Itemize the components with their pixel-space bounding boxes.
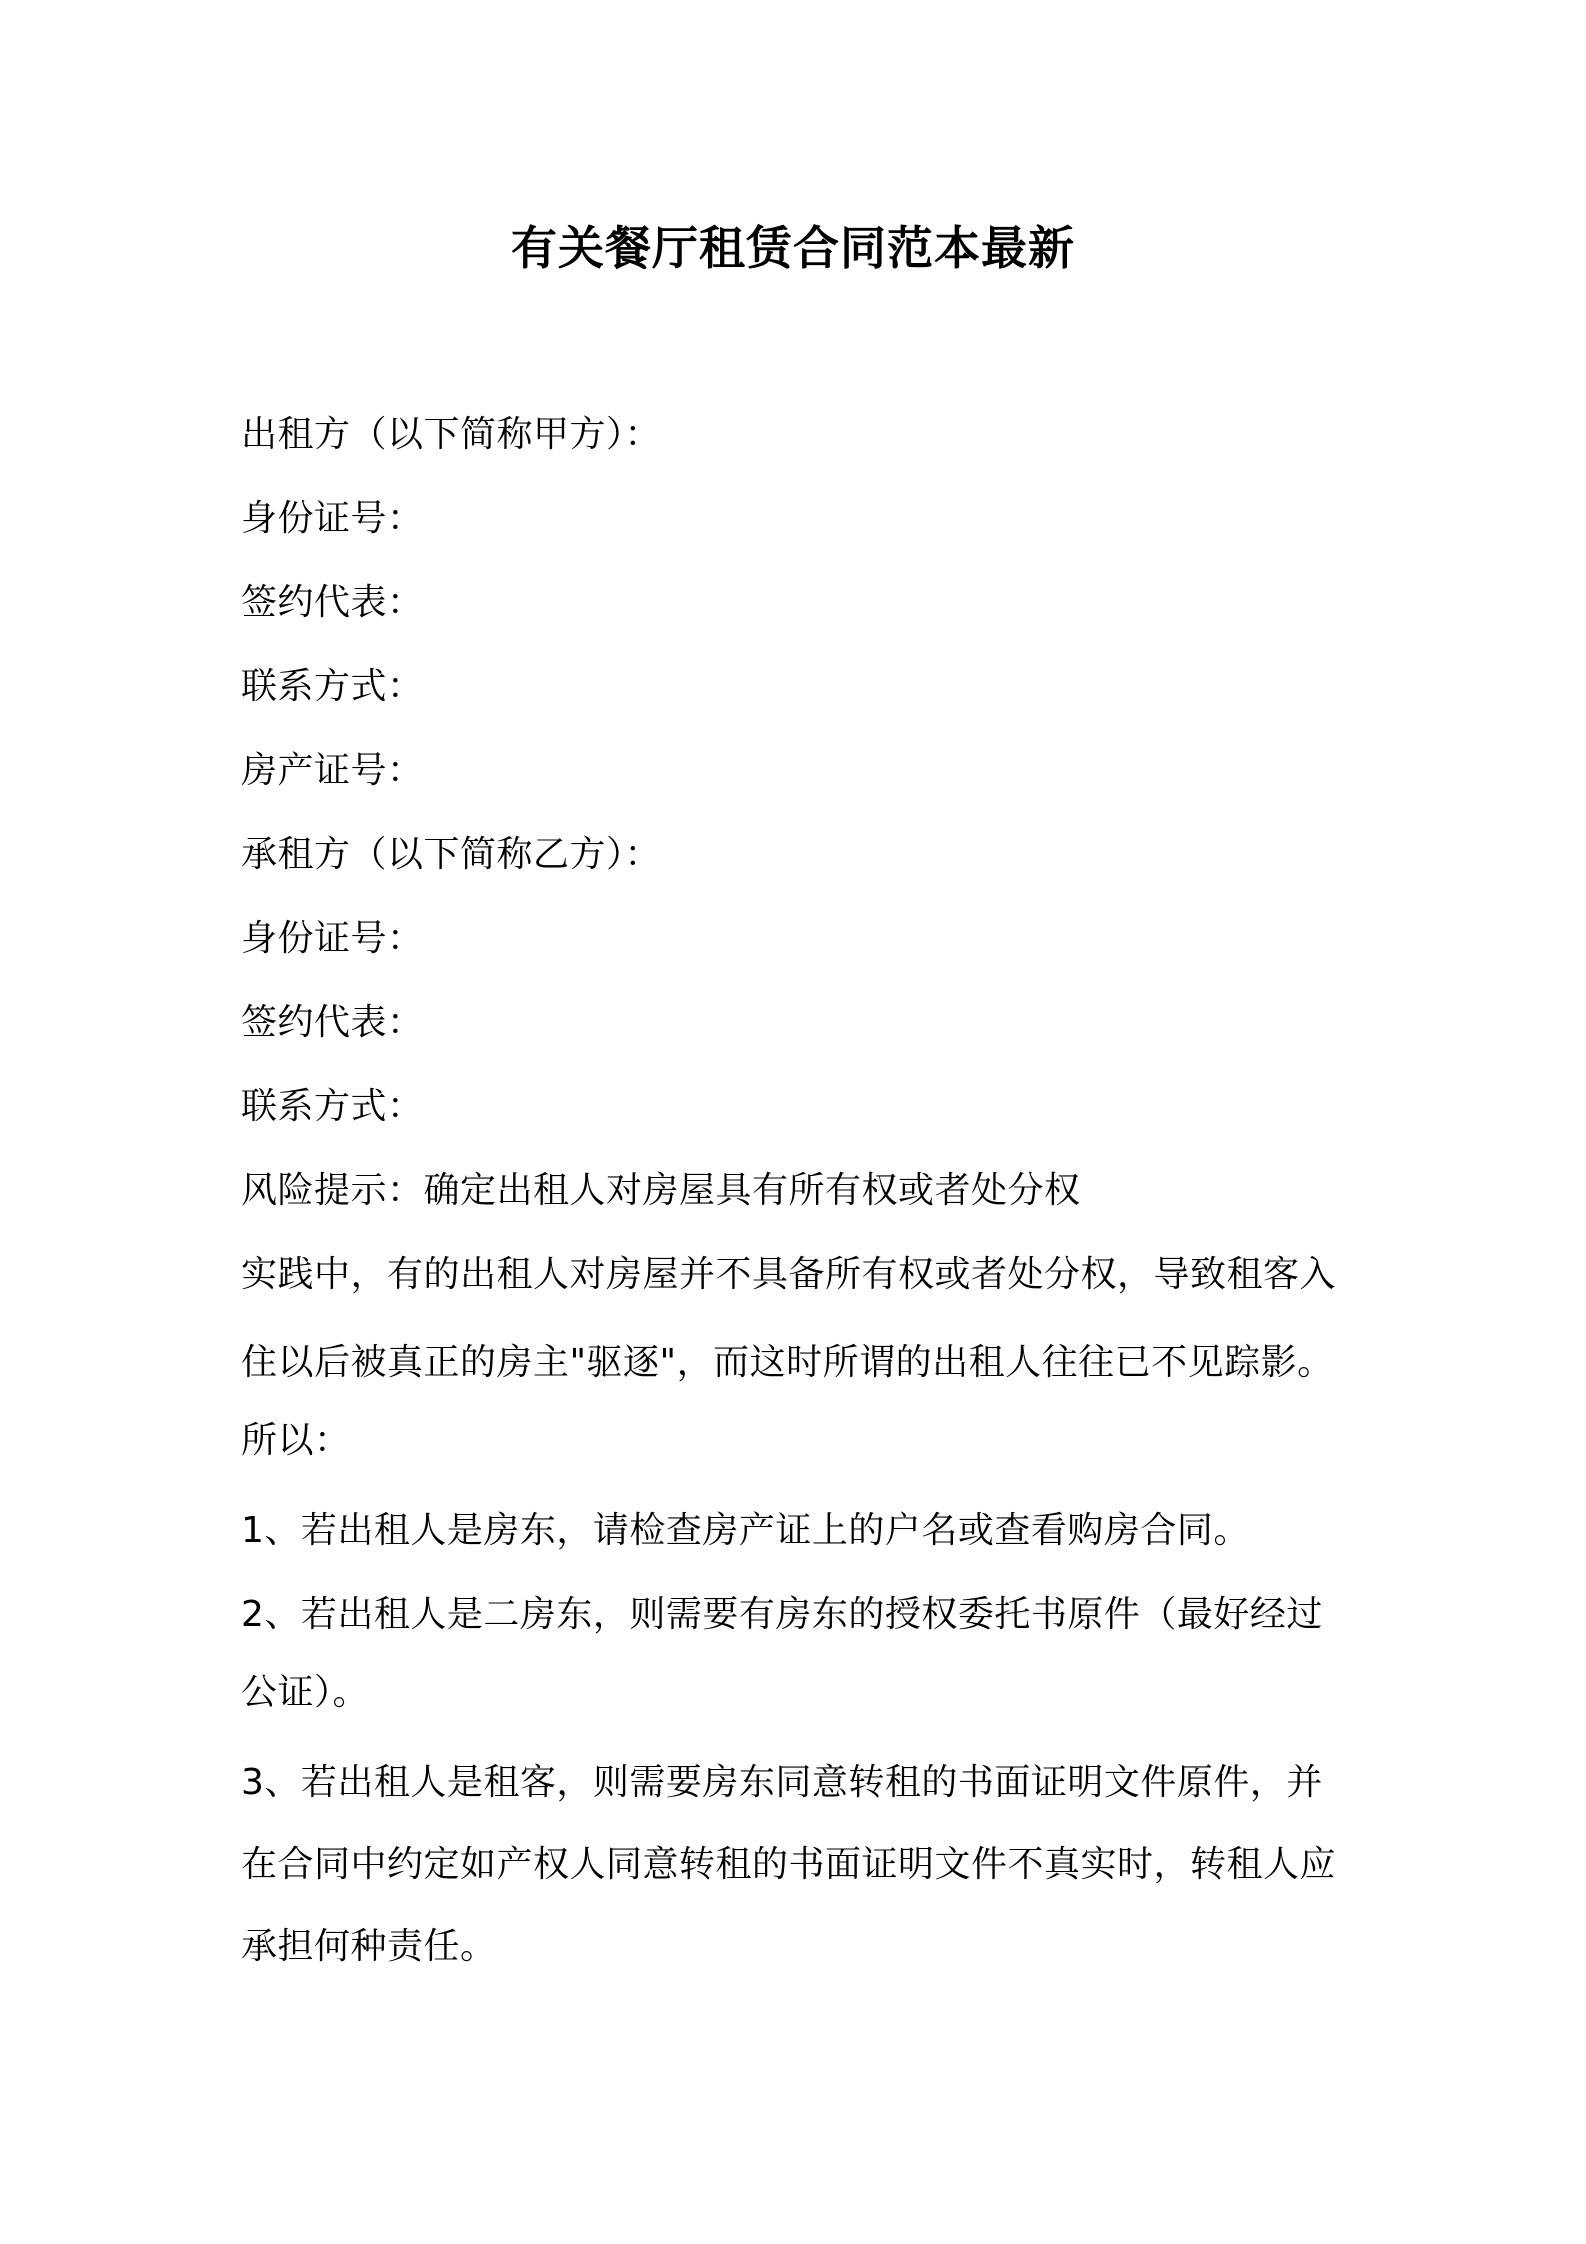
lessor-header: 出租方（以下简称甲方）： [241, 414, 662, 455]
body-line: 1、若出租人是房东，请检查房产证上的户名或查看购房合同。 [241, 1510, 1250, 1551]
risk-tip: 风险提示：确定出租人对房屋具有所有权或者处分权 [241, 1170, 1081, 1211]
body-line: 住以后被真正的房主"驱逐"，而这时所谓的出租人往往已不见踪影。 [241, 1342, 1334, 1383]
lessee-contact-label: 联系方式： [241, 1086, 424, 1127]
body-line: 承担何种责任。 [241, 1926, 497, 1967]
lessor-contact-label: 联系方式： [241, 666, 424, 707]
body-line: 2、若出租人是二房东，则需要有房东的授权委托书原件（最好经过 [241, 1594, 1323, 1635]
lessor-id-number-label: 身份证号： [241, 498, 424, 539]
lessee-id-number-label: 身份证号： [241, 918, 424, 959]
body-line: 实践中，有的出租人对房屋并不具备所有权或者处分权，导致租客入 [241, 1254, 1337, 1295]
body-line: 所以： [241, 1420, 351, 1461]
body-line: 3、若出租人是租客，则需要房东同意转租的书面证明文件原件，并 [241, 1762, 1323, 1803]
lessor-property-cert-label: 房产证号： [241, 750, 424, 791]
lessor-representative-label: 签约代表： [241, 582, 424, 623]
lessee-header: 承租方（以下简称乙方）： [241, 834, 662, 875]
document-title: 有关餐厅租赁合同范本最新 [511, 221, 1075, 275]
body-line: 在合同中约定如产权人同意转租的书面证明文件不真实时，转租人应 [241, 1844, 1337, 1885]
lessee-representative-label: 签约代表： [241, 1002, 424, 1043]
body-line: 公证）。 [241, 1672, 370, 1713]
